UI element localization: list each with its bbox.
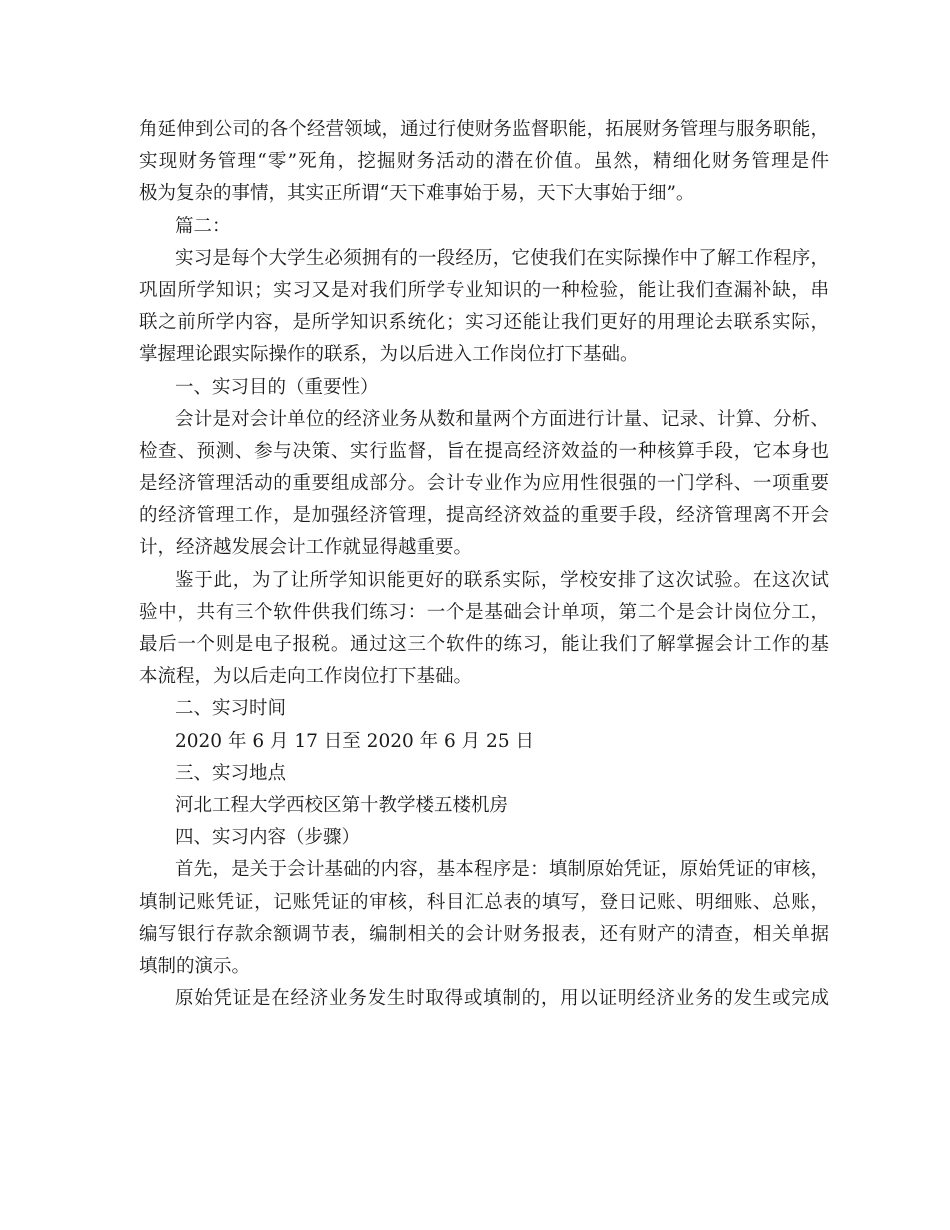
text-line: 编写银行存款余额调节表，编制相关的会计财务报表，还有财产的清查，相关单据 <box>139 923 829 945</box>
text-line: 填制的演示。 <box>139 955 251 977</box>
text-line: 一、实习目的（重要性） <box>175 376 379 398</box>
text-line: 的经济管理工作，是加强经济管理，提高经济效益的重要手段，经济管理离不开会 <box>139 505 829 527</box>
text-line: 三、实习地点 <box>175 762 287 784</box>
text-line: 首先，是关于会计基础的内容，基本程序是：填制原始凭证，原始凭证的审核， <box>175 859 829 881</box>
text-line: 2020 年 6 月 17 日至 2020 年 6 月 25 日 <box>175 730 534 752</box>
text-line: 极为复杂的事情，其实正所谓“天下难事始于易，天下大事始于细”。 <box>139 183 695 205</box>
text-line: 掌握理论跟实际操作的联系，为以后进入工作岗位打下基础。 <box>139 344 639 366</box>
text-line: 河北工程大学西校区第十教学楼五楼机房 <box>175 794 509 816</box>
text-line: 鉴于此，为了让所学知识能更好的联系实际，学校安排了这次试验。在这次试 <box>175 569 829 591</box>
text-line: 原始凭证是在经济业务发生时取得或填制的，用以证明经济业务的发生或完成 <box>175 988 829 1010</box>
text-line: 验中，共有三个软件供我们练习：一个是基础会计单项，第二个是会计岗位分工， <box>139 601 829 623</box>
text-line: 实习是每个大学生必须拥有的一段经历，它使我们在实际操作中了解工作程序， <box>175 247 829 269</box>
text-line: 联之前所学内容，是所学知识系统化；实习还能让我们更好的用理论去联系实际， <box>139 312 829 334</box>
text-line: 角延伸到公司的各个经营领域，通过行使财务监督职能，拓展财务管理与服务职能， <box>139 119 829 140</box>
text-line: 计，经济越发展会计工作就显得越重要。 <box>139 537 473 559</box>
text-line: 是经济管理活动的重要组成部分。会计专业作为应用性很强的一门学科、一项重要 <box>139 473 829 495</box>
text-line: 篇二： <box>175 215 231 237</box>
text-line: 巩固所学知识；实习又是对我们所学专业知识的一种检验，能让我们查漏补缺，串 <box>139 279 829 301</box>
text-line: 四、实习内容（步骤） <box>175 827 361 849</box>
text-line: 最后一个则是电子报税。通过这三个软件的练习，能让我们了解掌握会计工作的基 <box>139 634 829 655</box>
text-line: 填制记账凭证，记账凭证的审核，科目汇总表的填写，登日记账、明细账、总账， <box>139 891 829 913</box>
text-line: 检查、预测、参与决策、实行监督，旨在提高经济效益的一种核算手段，它本身也 <box>139 440 829 462</box>
text-line: 实现财务管理“零”死角，挖掘财务活动的潜在价值。虽然，精细化财务管理是件 <box>139 151 829 173</box>
text-line: 二、实习时间 <box>175 698 287 720</box>
text-line: 会计是对会计单位的经济业务从数和量两个方面进行计量、记录、计算、分析、 <box>175 408 829 430</box>
text-line: 本流程，为以后走向工作岗位打下基础。 <box>139 666 473 688</box>
document-body <box>139 114 829 1015</box>
